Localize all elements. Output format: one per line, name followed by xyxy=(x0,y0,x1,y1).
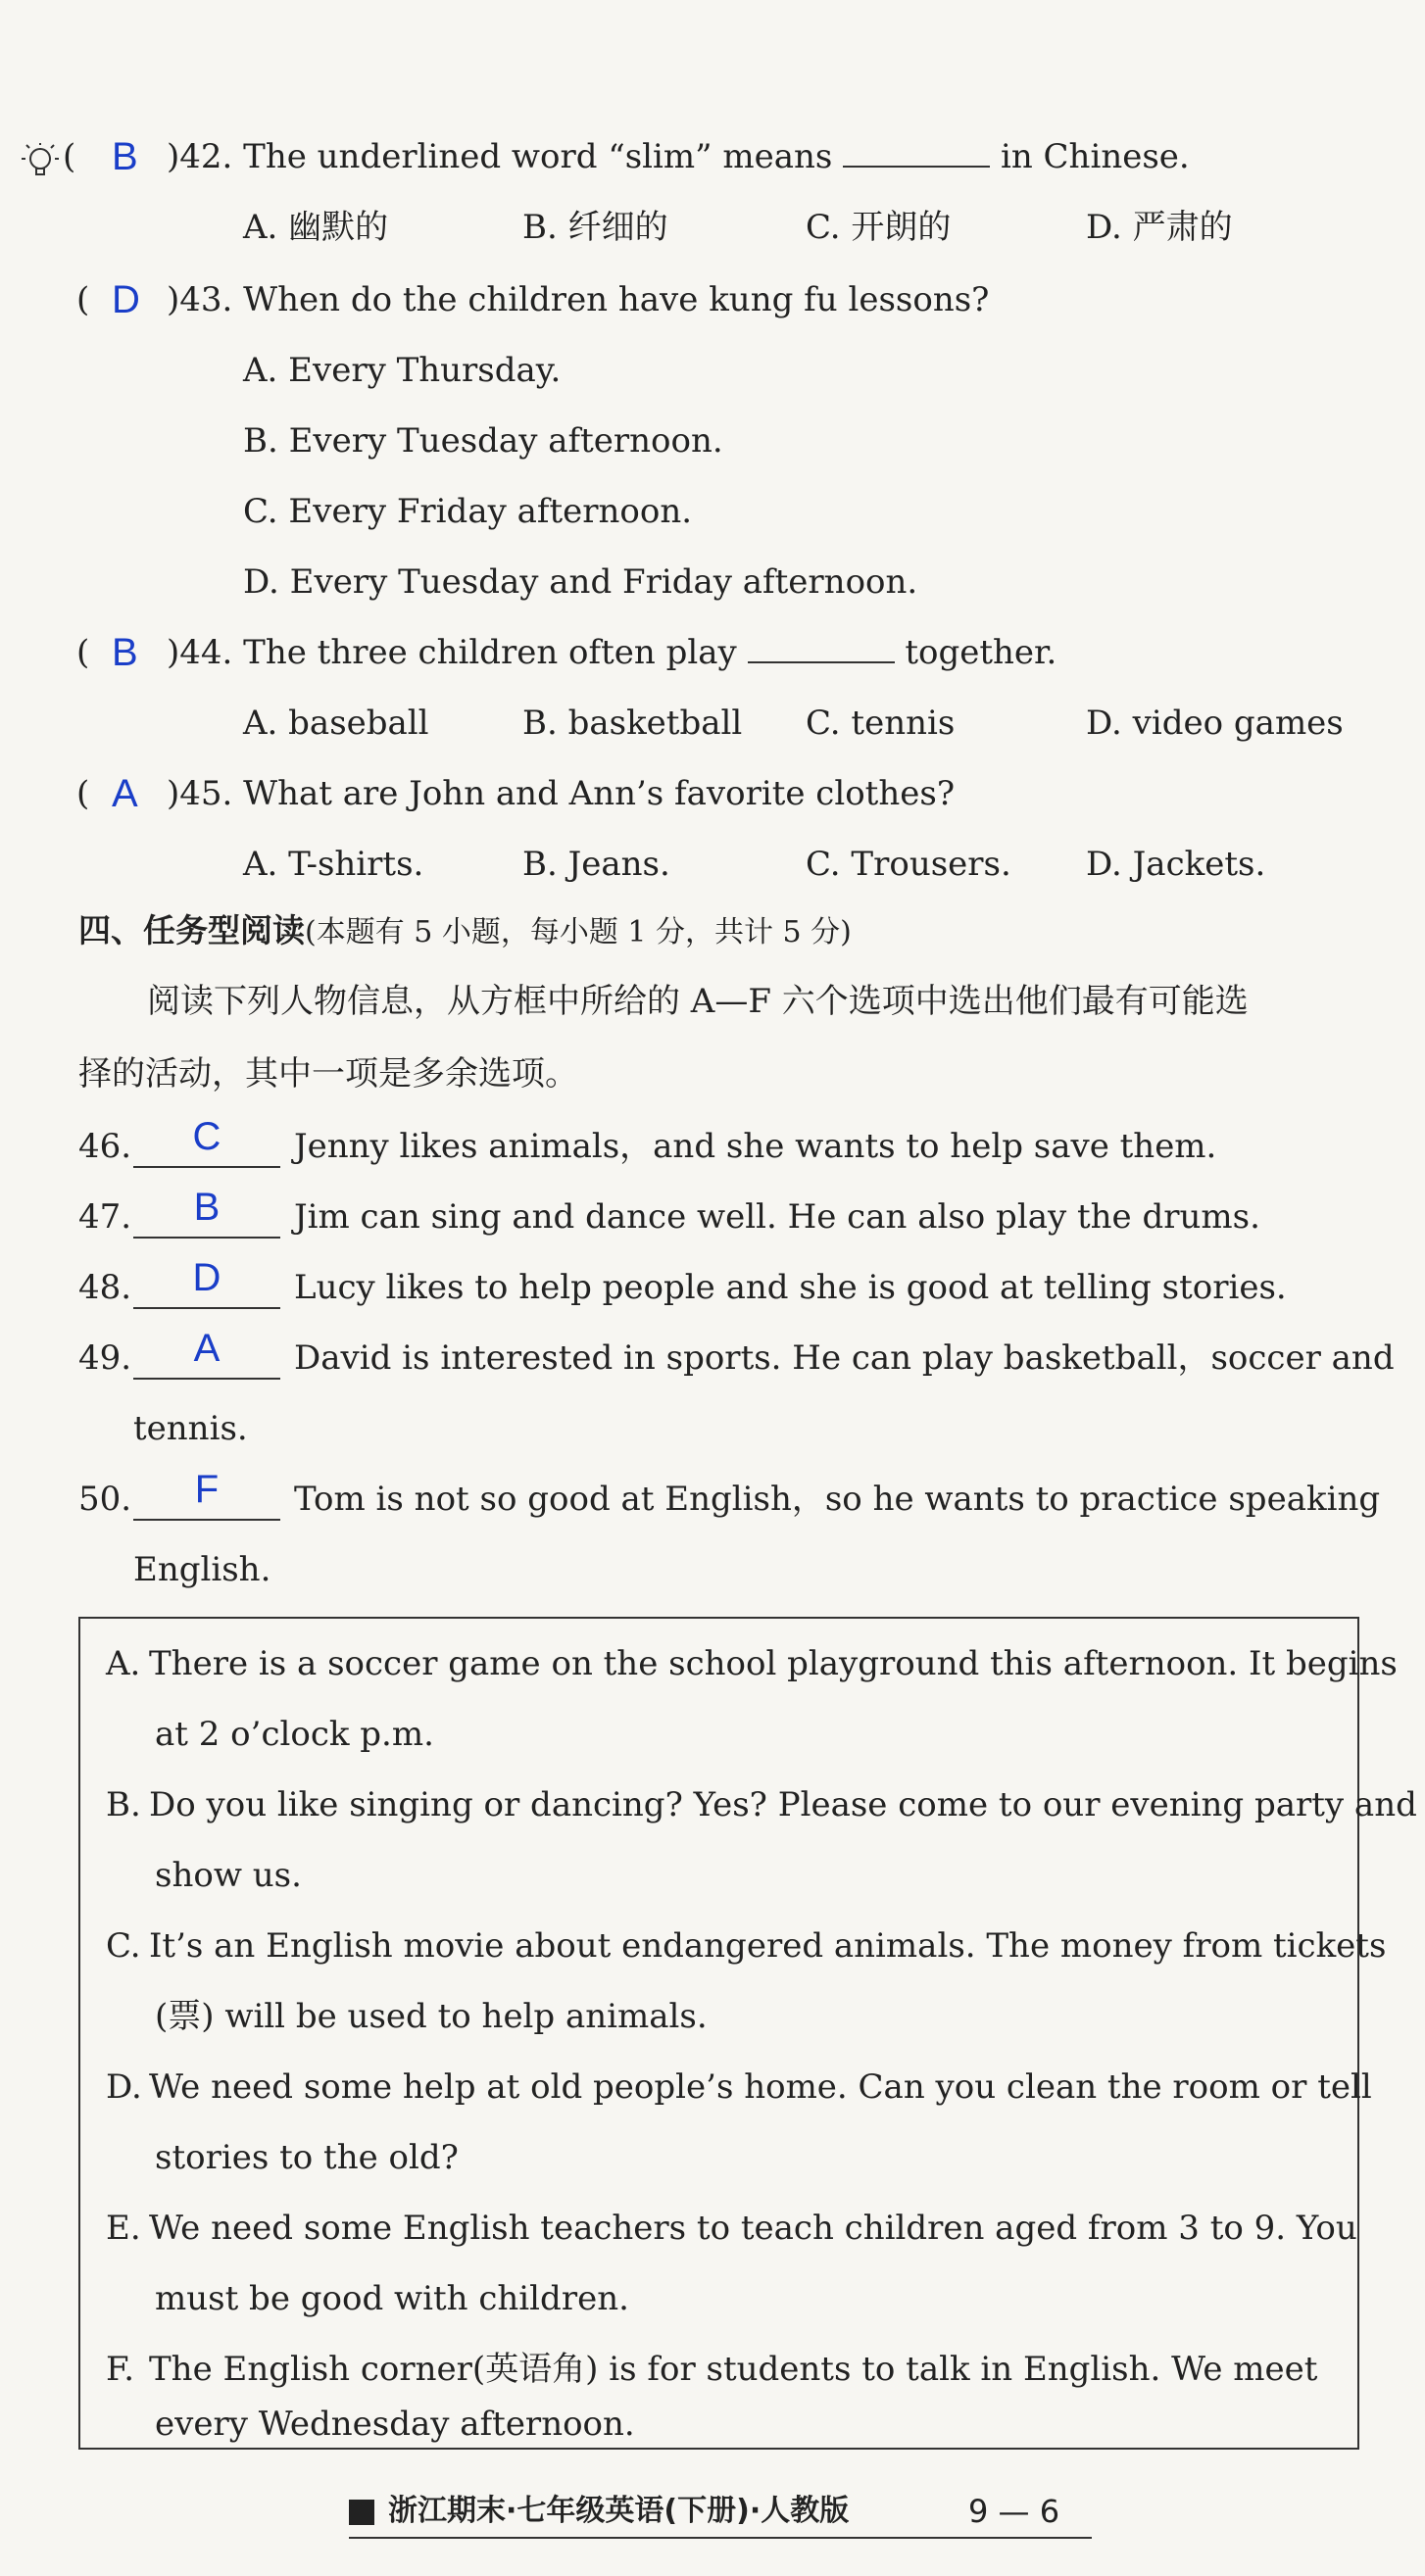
option-c: C. Trousers. xyxy=(806,845,1011,884)
item-number: 46. xyxy=(78,1127,132,1166)
question-stem: )45. What are John and Ann’s favorite clothes? xyxy=(167,774,956,813)
answer-mark: A xyxy=(193,1327,221,1370)
answer-mark: A xyxy=(112,772,138,815)
item-number: 50. xyxy=(78,1480,132,1519)
option-a: A. T-shirts. xyxy=(243,845,424,884)
answer-paren-open: ( xyxy=(76,633,90,672)
answer-paren-open: ( xyxy=(76,774,90,813)
question-stem: )44. The three children often play together. xyxy=(167,633,1057,672)
answer-mark: B xyxy=(112,135,138,178)
box-item-text-continued: (票) will be used to help animals. xyxy=(155,1997,708,2036)
option-d: D. video games xyxy=(1086,704,1344,743)
box-item-label: E. xyxy=(106,2209,141,2248)
answer-blank xyxy=(133,1256,280,1309)
option-d: D. Jackets. xyxy=(1086,845,1266,884)
box-item-text: We need some help at old people’s home. Can you clean the room or tell xyxy=(149,2067,1372,2107)
answer-mark: C xyxy=(192,1115,221,1158)
option-d: D. 严肃的 xyxy=(1086,208,1233,247)
box-item-text-continued: at 2 o’clock p.m. xyxy=(155,1715,434,1754)
box-item-text: There is a soccer game on the school playground this afternoon. It begins xyxy=(149,1644,1398,1683)
answer-mark: F xyxy=(194,1468,220,1511)
answer-blank xyxy=(748,632,895,663)
option-d: D. Every Tuesday and Friday afternoon. xyxy=(243,562,918,602)
section-title: 四、任务型阅读(本题有 5 小题，每小题 1 分，共计 5 分) xyxy=(78,911,852,949)
option-b: B. Jeans. xyxy=(522,845,670,884)
page-footer xyxy=(349,2488,1092,2539)
page-number: 9 — 6 xyxy=(968,2493,1060,2530)
footer-title: 浙江期末·七年级英语(下册)·人教版 xyxy=(388,2494,850,2528)
instruction-line-2: 择的活动，其中一项是多余选项。 xyxy=(78,1054,578,1094)
option-a: A. baseball xyxy=(243,704,429,743)
box-item-text: It’s an English movie about endangered animals. The money from tickets xyxy=(149,1926,1387,1966)
box-item-label: D. xyxy=(106,2067,142,2107)
item-number: 48. xyxy=(78,1268,132,1307)
lightbulb-icon xyxy=(22,143,59,180)
question-stem: )42. The underlined word “slim” means in Chinese. xyxy=(167,137,1190,176)
options-box xyxy=(78,1617,1417,2450)
option-c: C. Every Friday afternoon. xyxy=(243,492,693,531)
box-item-text: Do you like singing or dancing? Yes? Please come to our evening party and xyxy=(149,1785,1417,1824)
option-a: A. 幽默的 xyxy=(243,208,389,247)
answer-mark: D xyxy=(112,278,140,321)
item-text: Lucy likes to help people and she is good at telling stories. xyxy=(294,1268,1287,1307)
answer-blank xyxy=(133,1186,280,1239)
option-c: C. 开朗的 xyxy=(806,208,952,247)
answer-blank xyxy=(133,1327,280,1380)
box-item-label: A. xyxy=(106,1644,141,1683)
answer-blank xyxy=(133,1115,280,1168)
box-item-label: B. xyxy=(106,1785,141,1824)
answer-paren-open: ( xyxy=(76,280,90,319)
box-item-text-continued: every Wednesday afternoon. xyxy=(155,2405,635,2444)
answer-paren-open: ( xyxy=(63,137,76,176)
box-item-text-continued: stories to the old? xyxy=(155,2138,459,2177)
box-item-text: The English corner(英语角) is for students to talk in English. We meet xyxy=(149,2350,1318,2389)
answer-mark: B xyxy=(193,1186,221,1229)
box-item-label: C. xyxy=(106,1926,141,1966)
item-text: David is interested in sports. He can play basketball，soccer and xyxy=(294,1338,1395,1378)
option-c: C. tennis xyxy=(806,704,956,743)
item-text: Jim can sing and dance well. He can also play the drums. xyxy=(294,1197,1260,1237)
answer-mark: D xyxy=(192,1256,221,1299)
option-b: B. basketball xyxy=(522,704,743,743)
box-item-text-continued: must be good with children. xyxy=(155,2279,629,2318)
option-b: B. Every Tuesday afternoon. xyxy=(243,421,723,461)
footer-square-icon xyxy=(349,2500,374,2525)
instruction-line-1: 阅读下列人物信息，从方框中所给的 A—F 六个选项中选出他们最有可能选 xyxy=(147,982,1249,1021)
answer-mark: B xyxy=(112,631,138,674)
box-item-text: We need some English teachers to teach children aged from 3 to 9. You xyxy=(149,2209,1357,2248)
item-text: Tom is not so good at English，so he wants to practice speaking xyxy=(294,1480,1381,1519)
box-item-label: F. xyxy=(106,2350,135,2389)
item-number: 47. xyxy=(78,1197,132,1237)
box-item-text-continued: show us. xyxy=(155,1856,302,1895)
option-a: A. Every Thursday. xyxy=(243,351,562,390)
item-number: 49. xyxy=(78,1338,132,1378)
option-b: B. 纤细的 xyxy=(522,208,668,247)
item-text-continued: English. xyxy=(133,1550,271,1589)
question-stem: )43. When do the children have kung fu lessons? xyxy=(167,280,990,319)
item-text-continued: tennis. xyxy=(133,1409,248,1448)
item-text: Jenny likes animals，and she wants to help save them. xyxy=(294,1127,1217,1166)
answer-blank xyxy=(843,136,990,168)
answer-blank xyxy=(133,1468,280,1521)
